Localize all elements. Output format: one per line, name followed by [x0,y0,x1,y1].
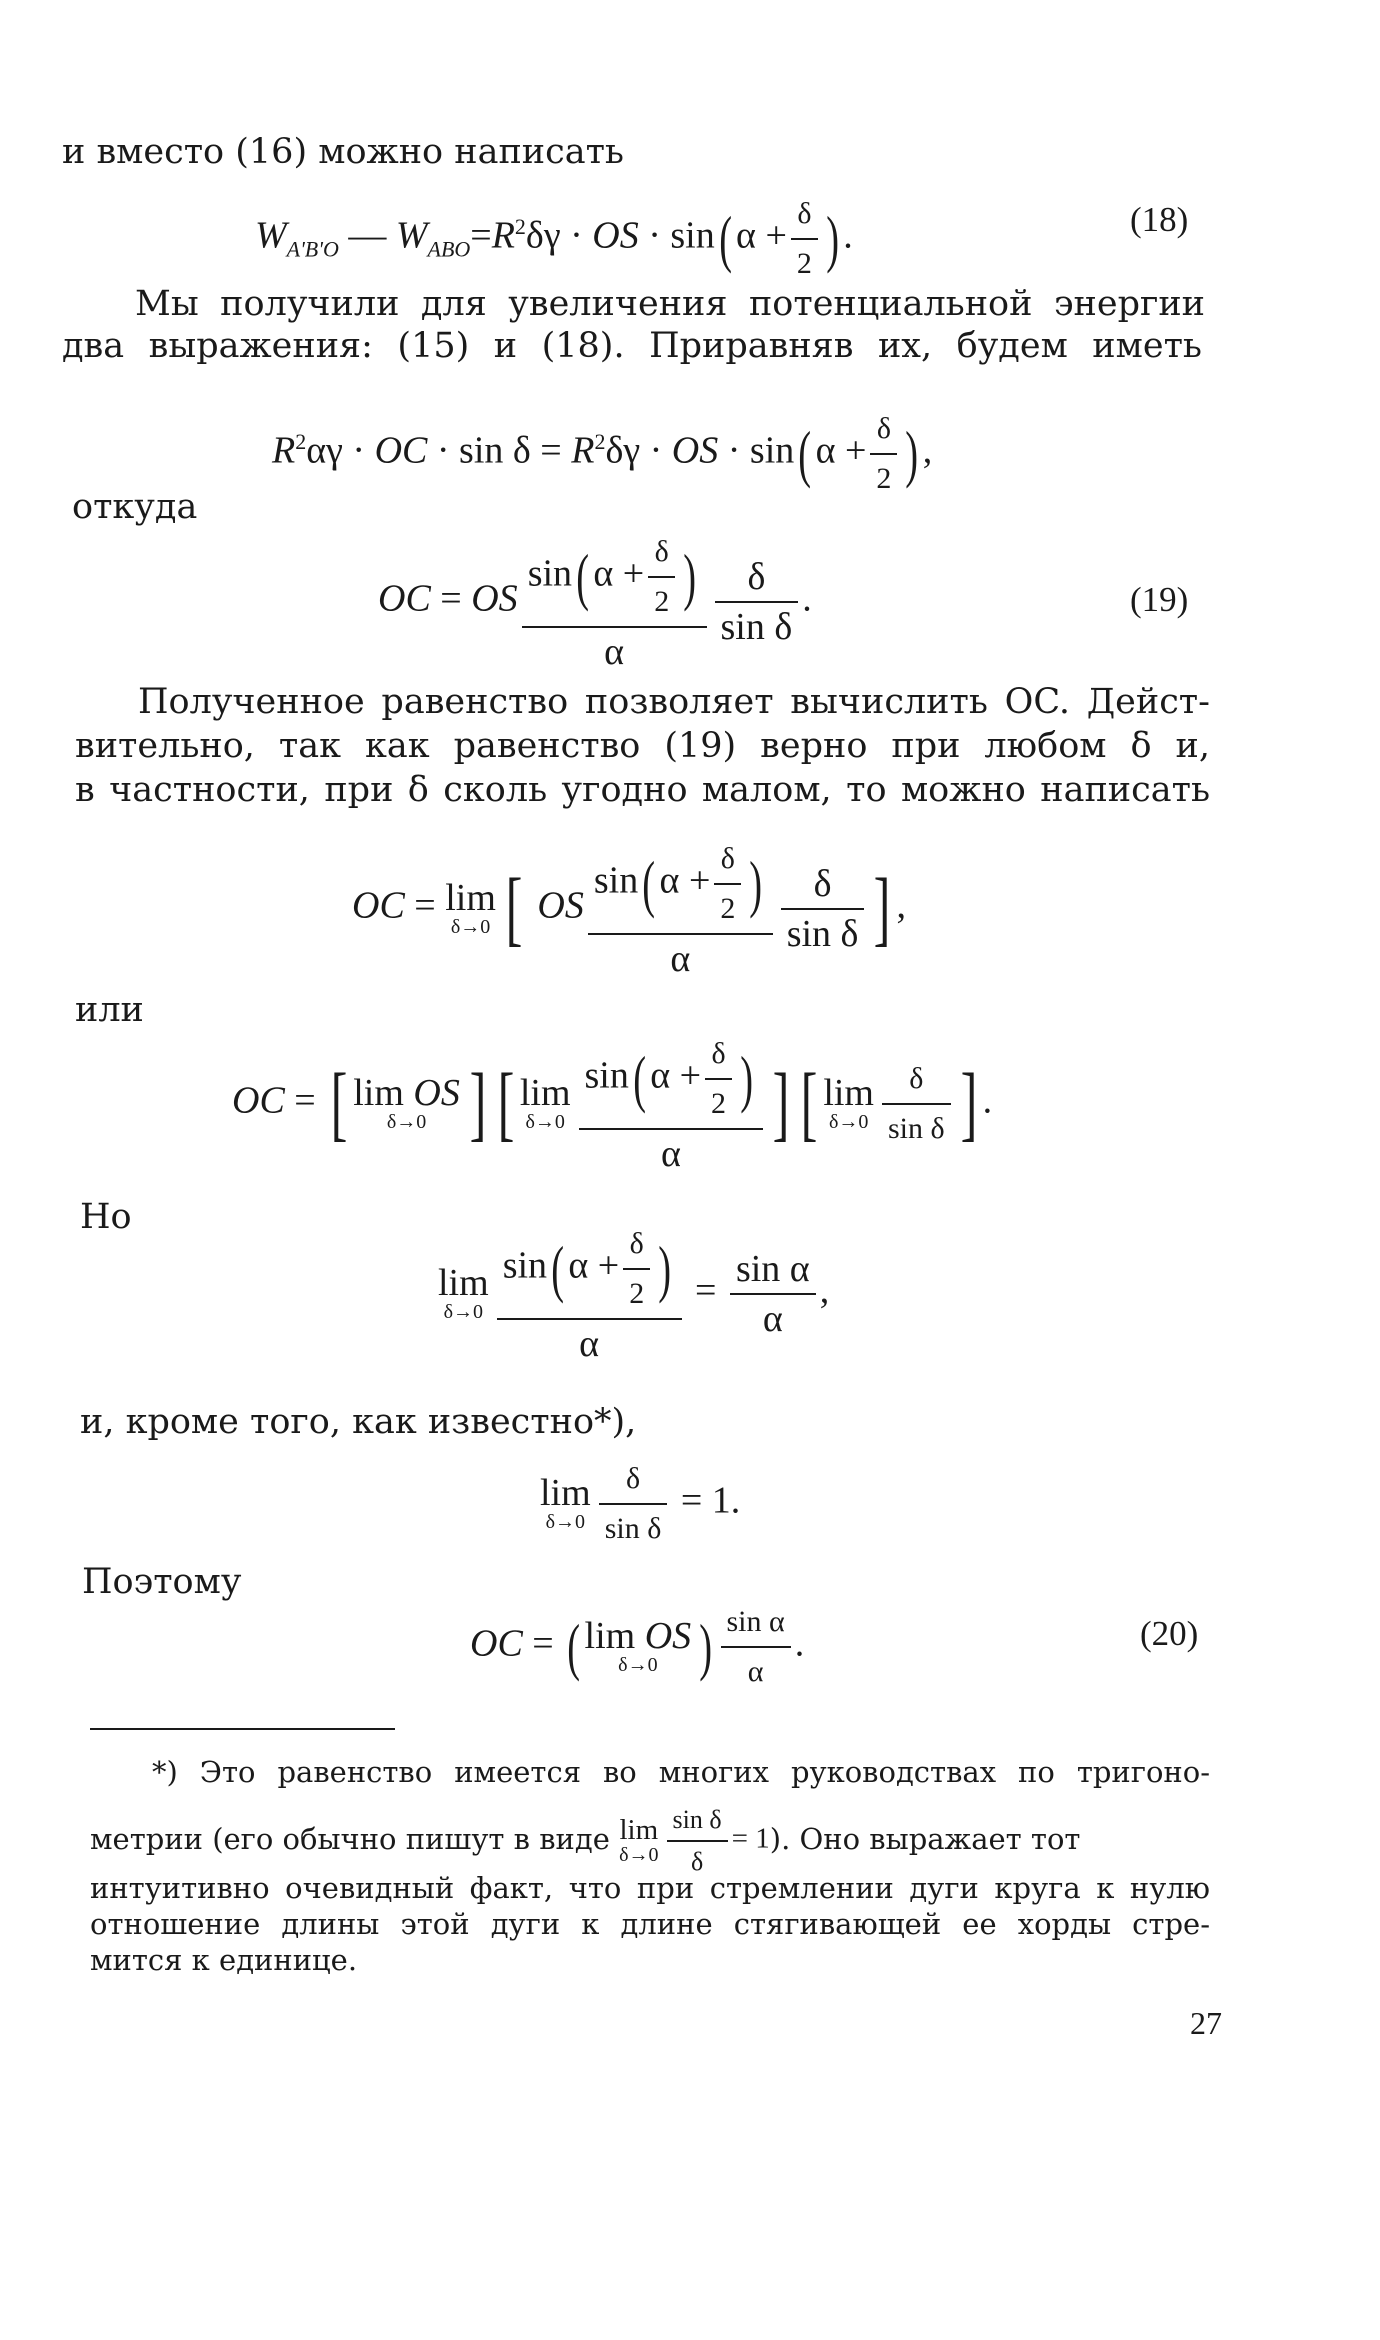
equation-equality: $R^2\alpha\gamma$ · OC · $\sin \delta = R^2\delta\gamma$ · OS · sin( α + $\frac{\delta}{2}$ ) , [272,405,932,503]
equation-limit-1: OC = lim δ→0 [ OS sin( α + $\frac{\delta}{2}$ ) α $\frac{\delta}{\text{sin δ}}$ ] , [352,835,906,983]
footnote-rule [90,1728,395,1730]
equation-limit-4: lim δ→0 $\frac{\delta}{\text{sin δ}}$ = 1. [540,1455,740,1553]
text-line: два выражения: (15) и (18). Приравняв их, будем иметь [62,326,1202,366]
text-line: Но [80,1197,132,1237]
text-line: и вместо (16) можно написать [62,132,624,172]
text-line: вительно, так как равенство (19) верно при любом δ и, [75,726,1210,766]
footnote-line: отношение длины этой дуги к длине стягивающей ее хорды стре- [90,1907,1210,1941]
footnote-line: мится к единице. [90,1943,358,1977]
page-number: 27 [1190,2005,1222,2041]
text-line: Поэтому [82,1562,242,1602]
footnote-line: метрии (его обычно пишут в виде lim δ→0 $\frac{\text{sin δ}}{\delta}$ = 1). Оно выражает тот [90,1800,1080,1882]
footnote-line: интуитивно очевидный факт, что при стремлении дуги круга к нулю [90,1871,1210,1905]
equation-limit-3: lim δ→0 sin( α + $\frac{\delta}{2}$ ) α = $\frac{\text{sin α}}{\alpha}$ , [438,1220,829,1368]
equation-number-20: (20) [1140,1614,1199,1653]
text-line: в частности, при δ сколь угодно малом, то можно написать [75,770,1210,810]
footnote-line: *) Это равенство имеется во многих руководствах по тригоно- [152,1755,1210,1789]
text-line: откуда [72,487,198,527]
footnote-formula: lim δ→0 $\frac{\text{sin δ}}{\delta}$ = 1 [619,1800,770,1882]
text-line: Полученное равенство позволяет вычислить OC. Дейст- [138,682,1210,722]
equation-limit-2: OC = [ lim OS δ→0 ] [ lim δ→0 sin( α + $\frac{\delta}{2}$ ) α ] [ lim δ→0 $\frac{\delta}{\text{sin δ}}$ ] . [232,1030,992,1178]
equation-19: OC = OS sin( α + $\frac{\delta}{2}$ ) α $\frac{\delta}{\text{sin δ}}$ . [378,528,812,676]
equation-number-19: (19) [1130,580,1189,619]
text-line: и, кроме того, как известно*), [80,1402,637,1442]
text-line: или [75,990,144,1030]
equation-18: $W_{A'B'O}$ — $W_{ABO}=R^2\delta\gamma$ · OS · sin( α + $\frac{\delta}{2}$ ) . [255,190,853,288]
text-line: Мы получили для увеличения потенциальной энергии [135,284,1205,324]
equation-20: OC = ( lim OS δ→0 ) $\frac{\text{sin α}}{\alpha}$ . [470,1598,804,1696]
equation-number-18: (18) [1130,200,1189,239]
